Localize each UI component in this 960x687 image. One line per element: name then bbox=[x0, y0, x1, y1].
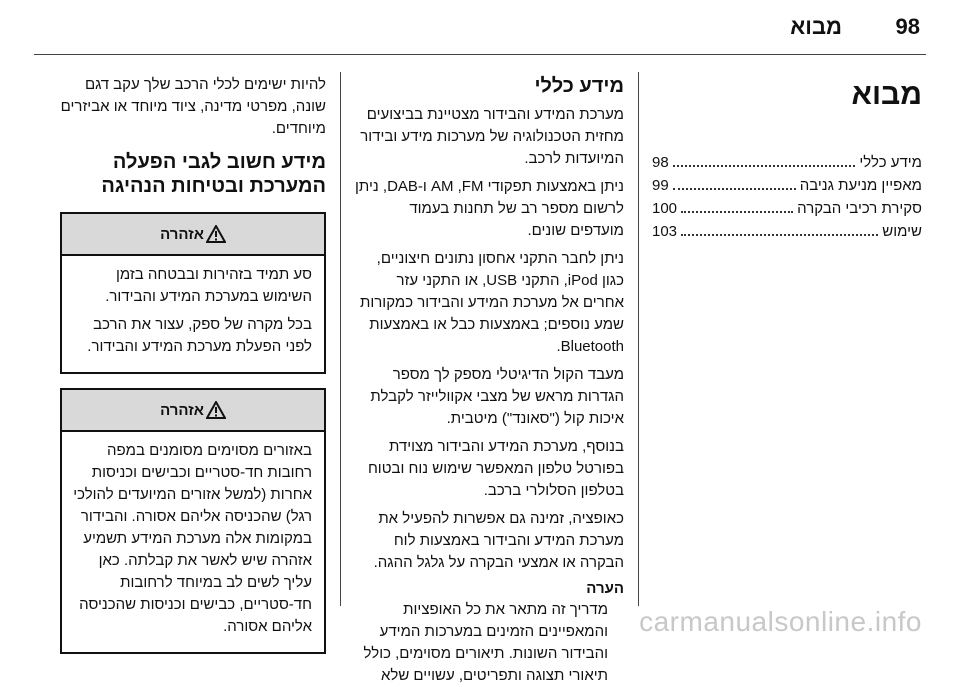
safety-heading: מידע חשוב לגבי הפעלה המערכת ובטיחות הנהיגה bbox=[101, 151, 326, 197]
toc-row[interactable] bbox=[652, 200, 922, 223]
toc-page: 98 bbox=[652, 154, 669, 171]
column-divider bbox=[340, 72, 341, 606]
warning-triangle-icon bbox=[206, 225, 226, 243]
warning-body bbox=[62, 432, 324, 652]
toc-leader-dots bbox=[673, 188, 796, 190]
paragraph: מעבד הקול הדיגיטלי מספק לך מספר הגדרות מראש של מצבי אקוולייזר לקבלת איכות קול ("סאונד") מיטבית. bbox=[370, 366, 624, 427]
toc-label: סקירת רכיבי הבקרה bbox=[797, 200, 922, 217]
warning-box bbox=[60, 388, 326, 654]
section-title: מבוא bbox=[851, 78, 922, 111]
paragraph: כאופציה, זמינה גם אפשרות להפעיל את מערכת המידע והבידור באמצעות לוח הבקרה או אמצעי הבקרה על גלגל ההגה. bbox=[373, 510, 624, 571]
note-title: הערה bbox=[586, 580, 624, 597]
watermark: carmanualsonline.info bbox=[639, 606, 922, 637]
page-header bbox=[0, 0, 960, 58]
toc-label: מאפיין מניעת גניבה bbox=[799, 177, 922, 194]
note-text: מדריך זה מתאר את כל האופציות והמאפיינים הזמינים במערכות המידע והבידור השונות. תיאורים מסוימים, כולל תיאורי תצוגה ותפריטים, עשויים שלא bbox=[363, 601, 608, 684]
paragraph: מערכת המידע והבידור מצטיינת בביצועים מחזית הטכנולוגיה של מערכות מידע ובידור המיועדות לרכב. bbox=[360, 106, 624, 167]
general-info-heading: מידע כללי bbox=[534, 75, 624, 97]
warning-paragraph: באזורים מסוימים מסומנים במפה רחובות חד-סטריים וכבישים וכניסות אחרות (למשל אזורים המיועדים להולכי רגל) שהכניסה אליהם אסורה. והבידור במקומות אלה מערכת המידע תשמיע אזהרה שיש לאשר את קבלתה. כאן עליך לשים לב במיוחד לרחובות חד-סטריים, כבישים וכניסות שהכניסה אליהם אסורה. bbox=[73, 442, 312, 635]
warning-header bbox=[62, 214, 324, 256]
paragraph: ניתן באמצעות תפקודי AM ,FM ו-DAB, ניתן לרשום מספר רב של תחנות בעמוד מועדפים שונים. bbox=[355, 178, 624, 239]
page-number: 98 bbox=[895, 14, 920, 39]
warning-paragraph: סע תמיד בזהירות ובבטחה בזמן השימוש במערכת המידע והבידור. bbox=[105, 266, 312, 305]
toc-row[interactable] bbox=[652, 177, 922, 200]
column-divider bbox=[638, 72, 639, 606]
header-title: מבוא bbox=[790, 14, 842, 39]
left-column bbox=[60, 74, 326, 668]
warning-body bbox=[62, 256, 324, 372]
paragraph: ניתן לחבר התקני אחסון נתונים חיצוניים, כגון iPod, התקני USB, או התקני עזר אחרים אל מערכת המידע והבידור כמקורות שמע נוספים; באמצעות כבל או באמצעות Bluetooth. bbox=[360, 250, 624, 355]
warning-box bbox=[60, 212, 326, 374]
right-column bbox=[652, 74, 922, 246]
continuation-text: להיות ישימים לכלי הרכב שלך עקב דגם שונה, מפרטי מדינה, ציוד מיוחד או אביזרים מיוחדים. bbox=[60, 76, 326, 137]
toc-leader-dots bbox=[673, 165, 856, 167]
table-of-contents bbox=[652, 154, 922, 246]
warning-triangle-icon bbox=[206, 401, 226, 419]
toc-row[interactable] bbox=[652, 223, 922, 246]
warning-paragraph: בכל מקרה של ספק, עצור את הרכב לפני הפעלת מערכת המידע והבידור. bbox=[87, 316, 312, 355]
toc-label: שימוש bbox=[882, 223, 922, 240]
toc-page: 100 bbox=[652, 200, 678, 217]
toc-page: 99 bbox=[652, 177, 669, 194]
warning-label: אזהרה bbox=[160, 225, 204, 243]
toc-leader-dots bbox=[681, 211, 793, 213]
paragraph: בנוסף, מערכת המידע והבידור מצוידת בפורטל טלפון המאפשר שימוש נוח ובטוח בטלפון הסלולרי ברכב. bbox=[367, 438, 624, 499]
middle-column bbox=[352, 74, 624, 687]
toc-row[interactable] bbox=[652, 154, 922, 177]
warning-label: אזהרה bbox=[160, 401, 204, 419]
warning-header bbox=[62, 390, 324, 432]
header-rule bbox=[34, 54, 926, 55]
toc-label: מידע כללי bbox=[859, 154, 922, 171]
toc-page: 103 bbox=[652, 223, 678, 240]
toc-leader-dots bbox=[681, 234, 878, 236]
